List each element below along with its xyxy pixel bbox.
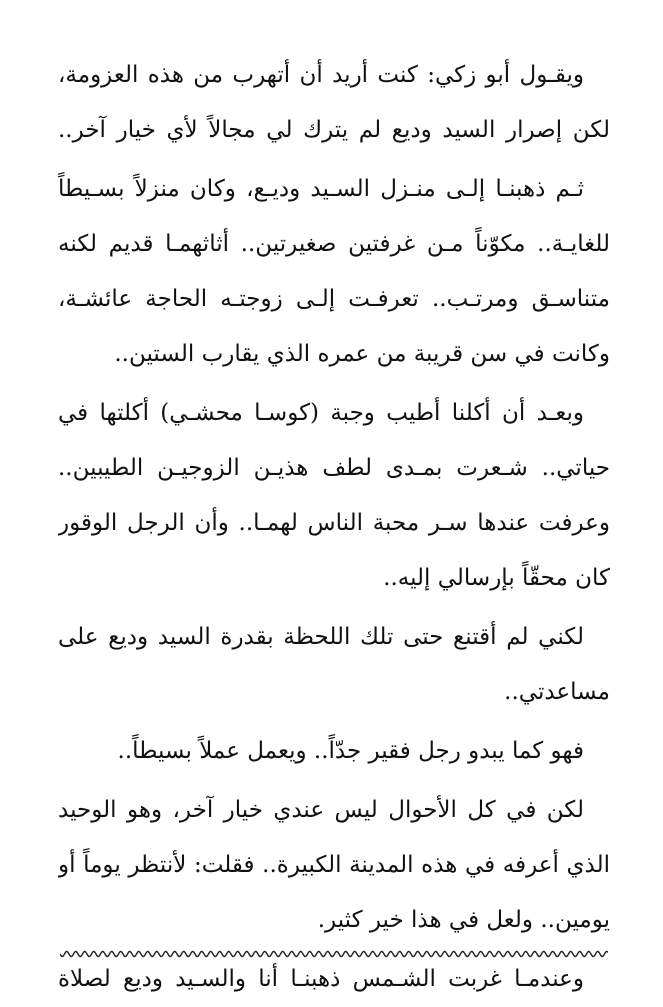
text-line: لكني لم أقتنع حتى تلك اللحظة بقدرة السيد وديع على [58,624,584,650]
text-line: مساعدتي.. [504,679,610,705]
text-line: وبعـد أن أكلنا أطيب وجبة (كوسـا محشـي) أكلتها في [58,400,584,426]
book-page-text [58,48,610,1007]
text-line: لكن إصرار السيد وديع لم يترك لي مجالاً لأي خيار آخر.. [58,117,610,143]
text-line: حياتي.. شـعرت بمـدى لطف هذيـن الزوجيـن الطيبين.. [58,455,610,481]
text-line: يومين.. ولعل في هذا خير كثير. [317,907,610,933]
text-line: الذي أعرفه في هذه المدينة الكبيرة.. فقلت: لأنتظر يوماً أو [58,852,610,878]
text-line: كان محقّاً بإرسالي إليه.. [383,565,610,591]
text-line: وعندمـا غربت الشـمس ذهبنـا أنا والسـيد وديع لصلاة [58,966,584,992]
text-line: ثـم ذهبنـا إلـى منـزل السـيد وديـع، وكان منزلاً بسـيطاً [58,176,584,202]
text-line: لكن في كل الأحوال ليس عندي خيار آخر، وهو الوحيد [58,797,584,823]
text-line: ويقـول أبو زكي: كنت أريد أن أتهرب من هذه العزومة، [58,62,584,88]
wavy-divider [60,948,608,960]
text-line: وعرفت عندها سـر محبة الناس لهمـا.. وأن الرجل الوقور [58,510,610,536]
text-line: وكانت في سن قريبة من عمره الذي يقارب الستين.. [114,341,610,367]
text-line: للغايـة.. مكوّناً مـن غرفتين صغيرتين.. أثاثهمـا قديم لكنه [58,231,610,257]
text-line: فهو كما يبدو رجل فقير جدّاً.. ويعمل عملاً بسيطاً.. [117,738,584,764]
text-line: متناسـق ومرتـب.. تعرفـت إلـى زوجتـه الحاجة عائشـة، [58,286,610,312]
